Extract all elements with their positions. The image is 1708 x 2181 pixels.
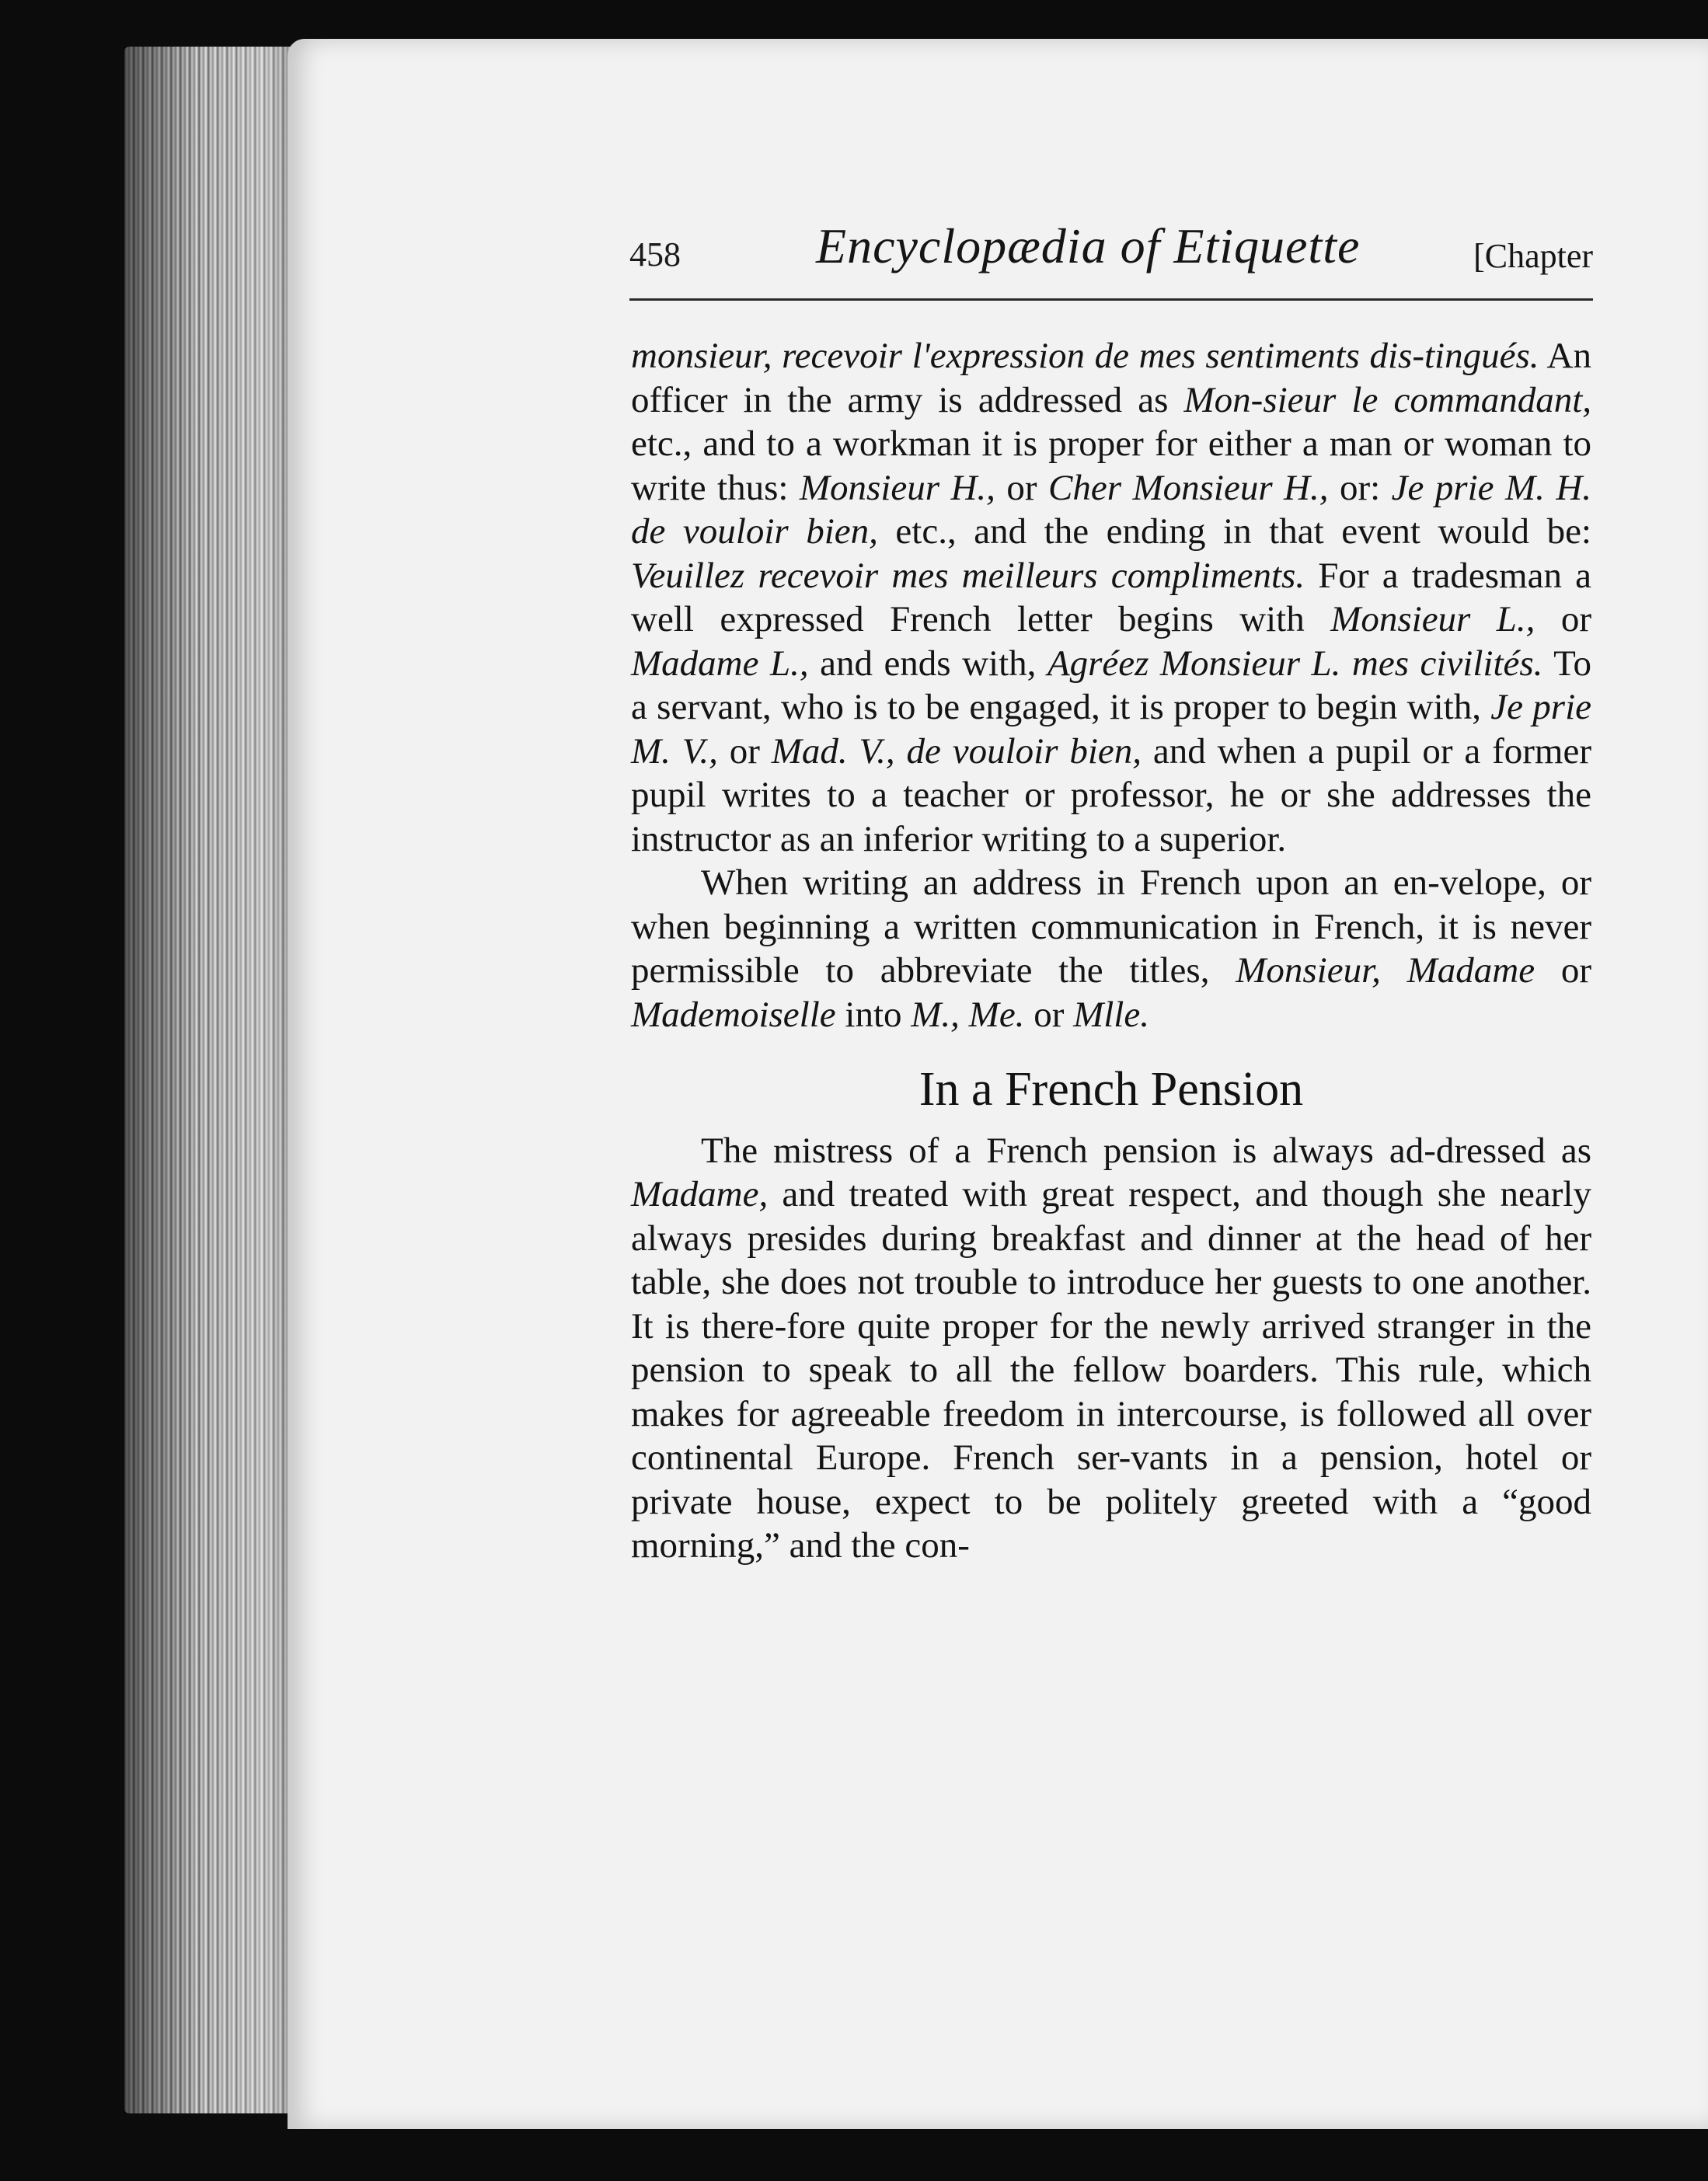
text-run: etc., and to a workman it is proper for either a man or woman to write thus: <box>631 423 1591 508</box>
text-run: To a servant, who is to be engaged, it is proper to begin with, <box>631 643 1591 727</box>
running-title: Encyclopædia of Etiquette <box>816 218 1361 273</box>
text-run: and treated with great respect, and though she nearly always presides during breakfast and dinner at the head of her table, she does not trouble to introduce her guests to one another. It is there-fore quite proper for the newly arrived stranger in the pension to speak to all the fellow boarders. This rule, which makes for agreeable freedom in intercourse, is followed all over continental Europe. French ser-vants in a pension, hotel or private house, expect to be politely greeted with a “good morning,” and the con- <box>631 1174 1591 1566</box>
italic-run: Mlle. <box>1073 994 1149 1035</box>
italic-run: Mademoiselle <box>631 994 836 1035</box>
italic-run: Je prie M. V., <box>631 687 1591 772</box>
header-rule <box>629 298 1593 301</box>
page-number: 458 <box>629 235 681 273</box>
text-run: into <box>835 994 912 1035</box>
body-text <box>631 334 1591 1568</box>
text-run: or: <box>1328 467 1392 508</box>
italic-run: Madame, <box>631 1174 769 1214</box>
text-run: An officer in the army is addressed as <box>631 336 1591 420</box>
italic-run: Veuillez recevoir mes meilleurs compliments. <box>631 555 1305 596</box>
italic-run: Je prie M. H. de vouloir bien, <box>631 467 1592 552</box>
text-run: etc., and the ending in that event would be: <box>877 511 1591 552</box>
italic-run: M., Me. <box>911 994 1025 1035</box>
chapter-label: [Chapter <box>1473 237 1593 275</box>
page-header <box>629 218 1593 287</box>
paragraph-3 <box>631 1129 1591 1568</box>
text-run: or <box>1535 950 1591 991</box>
italic-run: Monsieur H., <box>799 467 995 508</box>
italic-run: Mad. V., de vouloir bien, <box>771 730 1142 772</box>
italic-run: Madame L., <box>631 643 809 684</box>
italic-run: Monsieur, Madame <box>1236 950 1535 991</box>
text-run: or <box>717 730 772 772</box>
paragraph-2 <box>631 861 1591 1036</box>
text-run: and ends with, <box>808 643 1047 684</box>
text-run: The mistress of a French pension is always ad-dressed as <box>701 1130 1591 1171</box>
text-run: or <box>995 467 1048 508</box>
italic-run: monsieur, recevoir l'expression de mes sentiments dis-tingués. <box>631 336 1539 376</box>
text-run: or <box>1535 599 1592 639</box>
italic-run: Mon-sieur le commandant, <box>1183 379 1592 420</box>
text-run: When writing an address in French upon an en-velope, or when beginning a written communication in French, it is never permissible to abbreviate the titles, <box>631 862 1591 991</box>
book-page-edges <box>124 47 311 2113</box>
section-heading: In a French Pension <box>918 1063 1304 1116</box>
italic-run: Agréez Monsieur L. mes civilités. <box>1047 643 1543 684</box>
italic-run: Monsieur L., <box>1330 599 1535 639</box>
text-run: and when a pupil or a former pupil writes to a teacher or professor, he or she addresses the instructor as an inferior writing to a superior. <box>631 730 1591 859</box>
paragraph-1 <box>631 334 1591 861</box>
italic-run: Cher Monsieur H., <box>1048 467 1329 508</box>
text-run: For a tradesman a well expressed French letter begins with <box>631 555 1592 639</box>
text-run: or <box>1024 994 1074 1035</box>
